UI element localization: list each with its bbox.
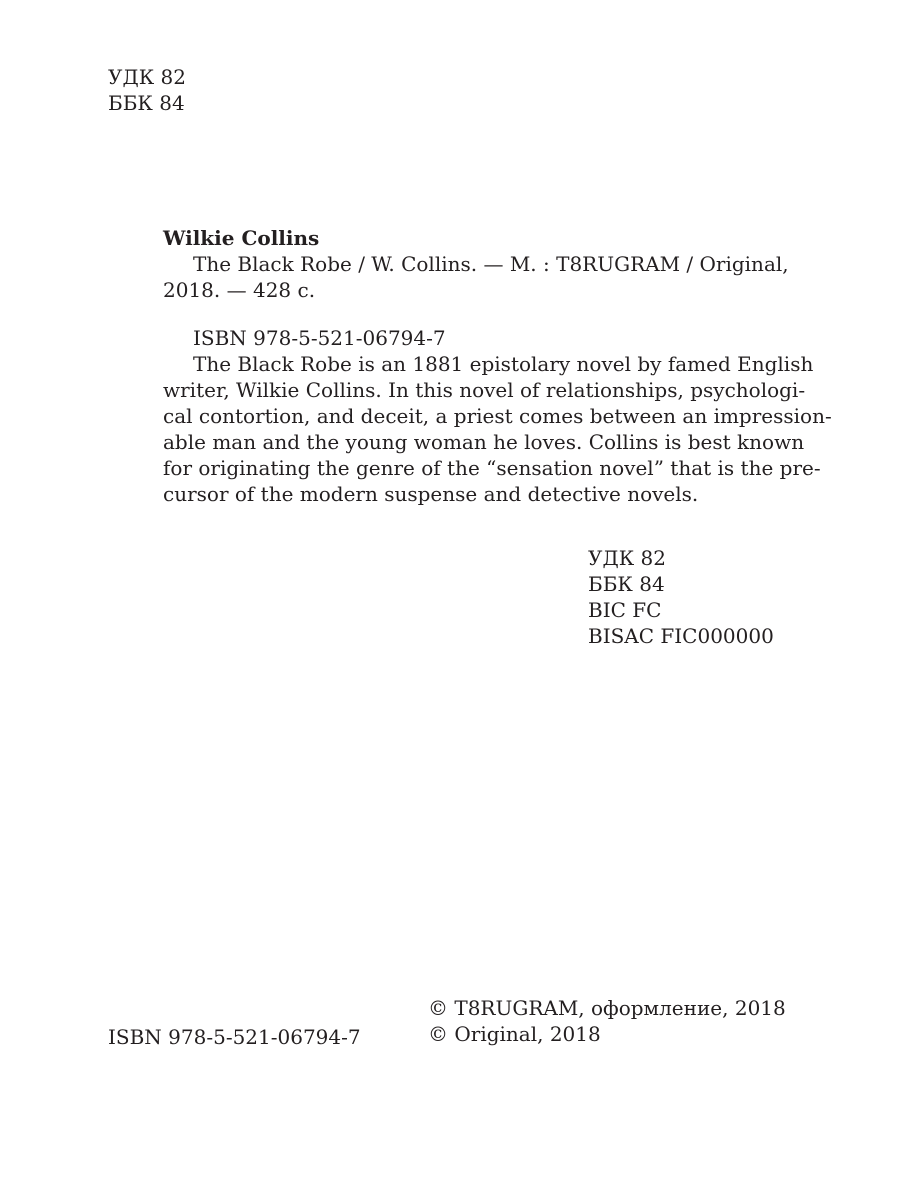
spacer [163, 303, 763, 325]
annotation-line: able man and the young woman he loves. Collins is best known [163, 430, 805, 454]
udk-code: УДК 82 [108, 65, 186, 89]
title-line-1: The Black Robe / W. Collins. — M. : T8RUGRAM / Original, [193, 252, 789, 276]
classification-codes [588, 545, 774, 649]
bibliographic-record [163, 225, 832, 507]
copyright-design: © T8RUGRAM, оформление, 2018 [428, 996, 786, 1020]
author-name: Wilkie Collins [163, 226, 320, 250]
bisac-code: BISAC FIC000000 [588, 624, 774, 648]
bbk-code: ББК 84 [108, 91, 185, 115]
footer-isbn [108, 1024, 361, 1050]
record-isbn: ISBN 978-5-521-06794-7 [193, 326, 446, 350]
annotation-line: writer, Wilkie Collins. In this novel of relationships, psychologi- [163, 378, 806, 402]
isbn-number: ISBN 978-5-521-06794-7 [108, 1025, 361, 1049]
copyright-original: © Original, 2018 [428, 1022, 601, 1046]
copyright-notices [428, 995, 786, 1047]
top-classification-codes [108, 64, 186, 116]
annotation-line: The Black Robe is an 1881 epistolary novel by famed English [193, 352, 814, 376]
annotation-line: for originating the genre of the “sensation novel” that is the pre- [163, 456, 821, 480]
annotation-line: cursor of the modern suspense and detective novels. [163, 482, 699, 506]
annotation-line: cal contortion, and deceit, a priest comes between an impression- [163, 404, 832, 428]
udk-code: УДК 82 [588, 546, 666, 570]
bbk-code: ББК 84 [588, 572, 665, 596]
title-line-2: 2018. — 428 с. [163, 278, 316, 302]
bic-code: BIC FC [588, 598, 662, 622]
